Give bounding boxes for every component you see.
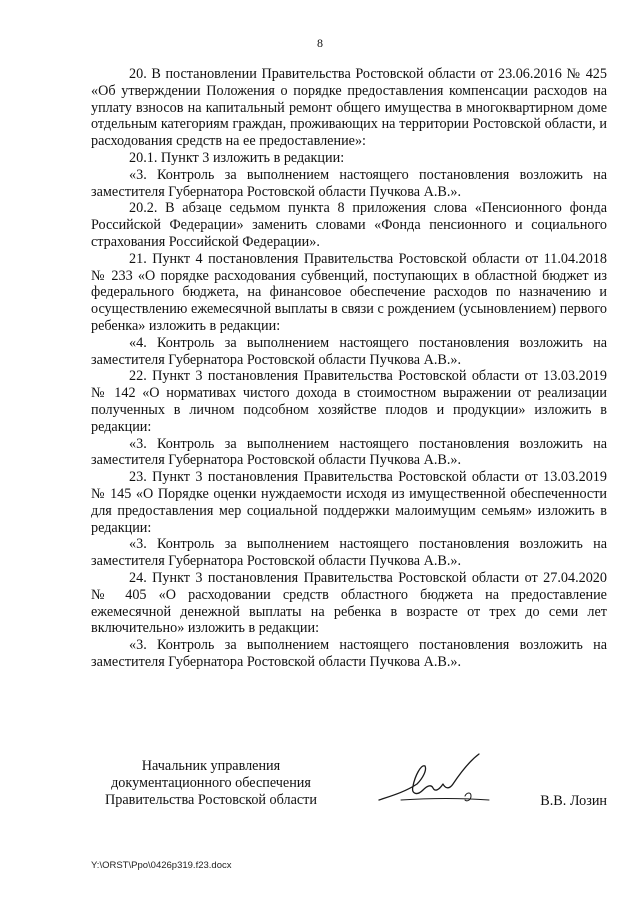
page-number: 8 xyxy=(317,36,323,50)
paragraph-24: 24. Пункт 3 постановления Правительства Ростовской области от 27.04.2020 № 405 «О расходовании средств областного бюджета на предоставление ежемесячной денежной выплаты на ребенка в возрасте от трех до семи лет включительно» изложить в редакции: xyxy=(91,569,607,637)
paragraph-24-text: «3. Контроль за выполнением настоящего постановления возложить на заместителя Губернатора Ростовской области Пучкова А.В.». xyxy=(91,637,607,670)
paragraph-21-text: «4. Контроль за выполнением настоящего постановления возложить на заместителя Губернатора Ростовской области Пучкова А.В.». xyxy=(91,334,607,368)
paragraph-23-text: «3. Контроль за выполнением настоящего постановления возложить на заместителя Губернатора Ростовской области Пучкова А.В.». xyxy=(91,536,607,570)
handwritten-signature-icon xyxy=(371,748,501,818)
signature-title-line-1: Начальник управления xyxy=(141,758,281,774)
paragraph-21: 21. Пункт 4 постановления Правительства Ростовской области от 11.04.2018 № 233 «О порядке расходования субвенций, поступающих в областной бюджет из федерального бюджета, на финансовое обеспечение расходов по назначению и осуществлению ежемесячной выплаты в связи с рождением (усыновлением) первого ребенка» изложить в редакции: xyxy=(91,250,607,334)
paragraph-22-text: «3. Контроль за выполнением настоящего постановления возложить на заместителя Губернатора Ростовской области Пучкова А.В.». xyxy=(91,435,607,469)
paragraph-23: 23. Пункт 3 постановления Правительства Ростовской области от 13.03.2019 № 145 «О Порядке оценки нуждаемости исходя из имущественной обеспеченности для предоставления мер социальной поддержки малоимущим семьям» изложить в редакции: xyxy=(91,469,607,536)
signature-block xyxy=(91,758,607,818)
paragraph-22: 22. Пункт 3 постановления Правительства Ростовской области от 13.03.2019 № 142 «О нормативах чистого дохода в стоимостном выражении от реализации полученных в личном подсобном хозяйстве плодов и продукции» изложить в редакции: xyxy=(91,368,607,435)
signature-title-line-3: Правительства Ростовской области xyxy=(105,792,317,808)
document-body xyxy=(91,66,607,671)
paragraph-20-1-text: «3. Контроль за выполнением настоящего постановления возложить на заместителя Губернатора Ростовской области Пучкова А.В.». xyxy=(91,166,607,200)
signature-title-line-2: документационного обеспечения xyxy=(111,775,311,791)
paragraph-20-2: 20.2. В абзаце седьмом пункта 8 приложения слова «Пенсионного фонда Российской Федерации» заменить словами «Фонда пенсионного и социального страхования Российской Федерации». xyxy=(91,200,607,250)
footer-file-path: Y:\ORST\Ppo\0426p319.f23.docx xyxy=(91,860,232,871)
signatory-name: В.В. Лозин xyxy=(540,793,607,809)
paragraph-20-1: 20.1. Пункт 3 изложить в редакции: xyxy=(129,149,345,166)
paragraph-20: 20. В постановлении Правительства Ростовской области от 23.06.2016 № 425 «Об утверждении Положения о порядке предоставления компенсации расходов на уплату взносов на капитальный ремонт общего имущества в многоквартирном доме отдельным категориям граждан, проживающих на территории Ростовской области, и расходования средств на ее предоставление»: xyxy=(91,66,607,150)
